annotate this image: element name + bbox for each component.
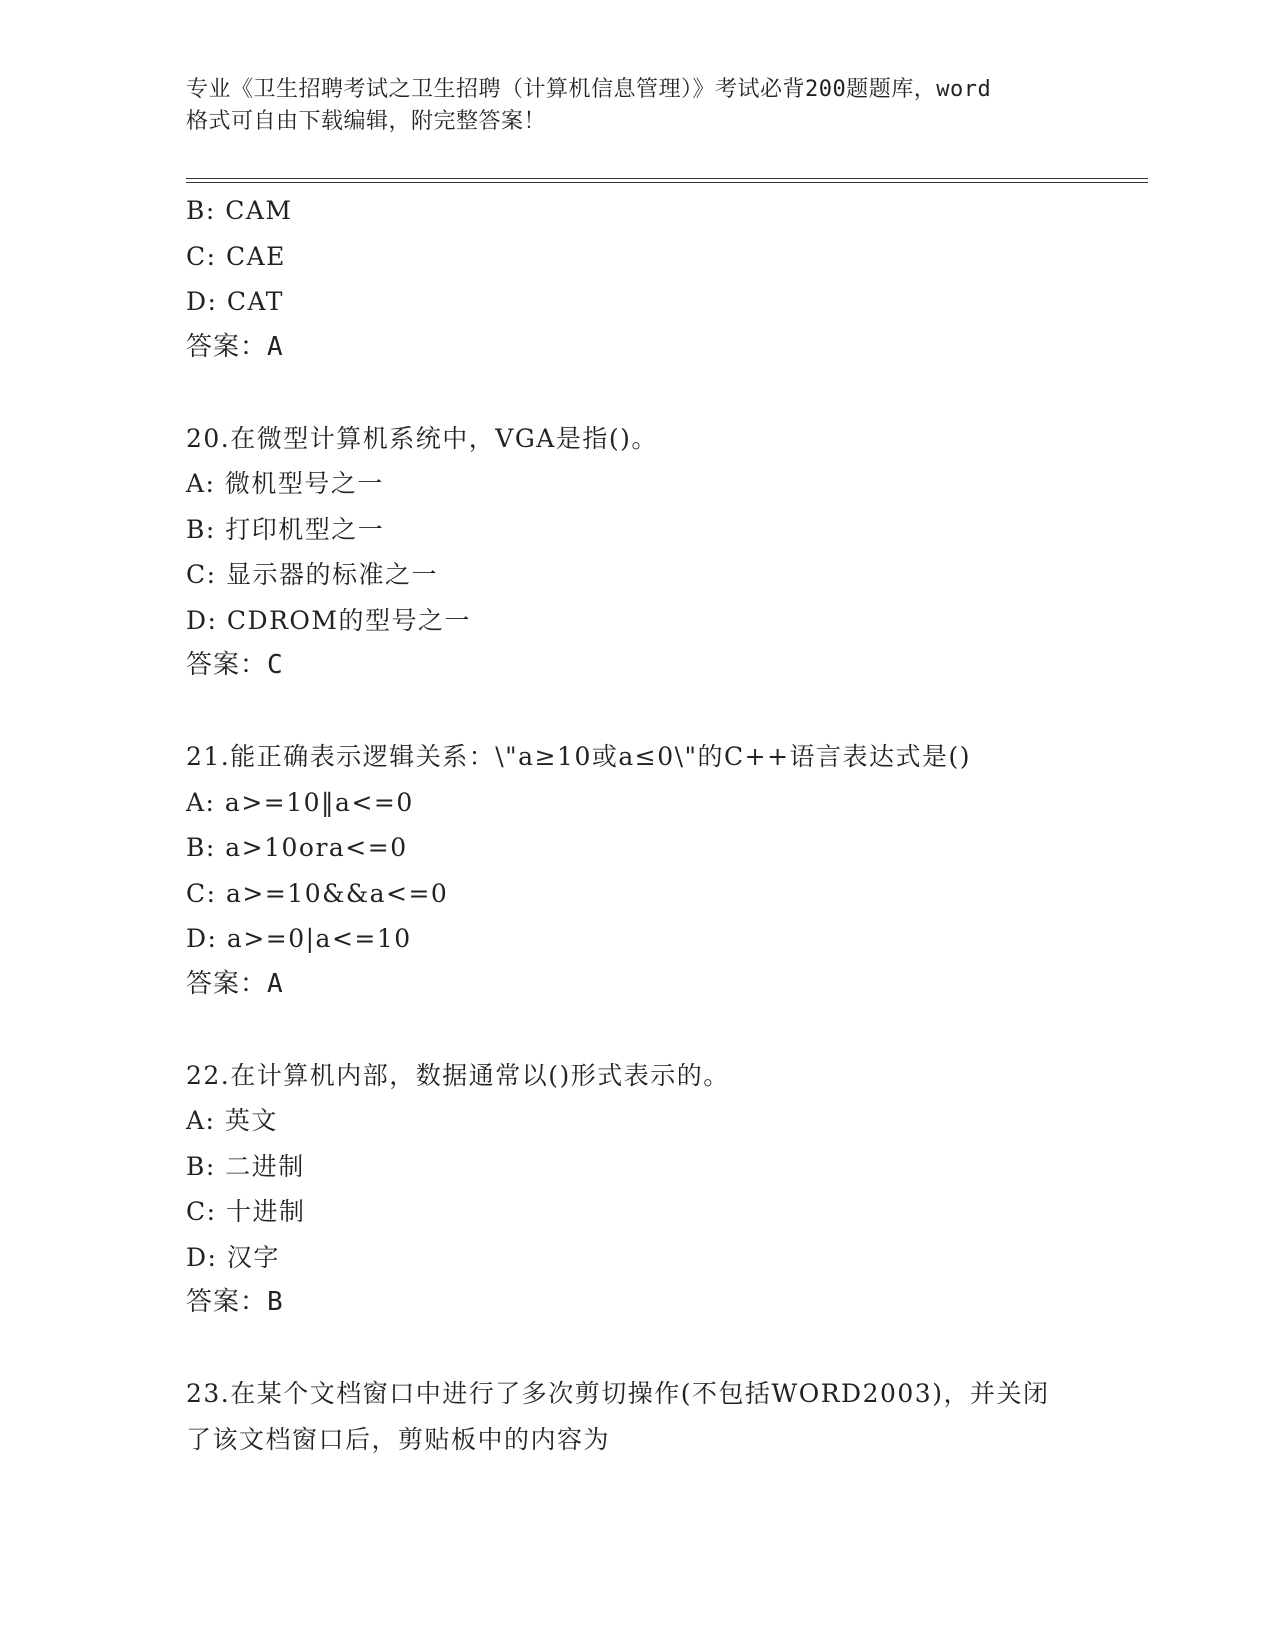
header-title-line-2: 格式可自由下载编辑，附完整答案！ [186, 109, 547, 134]
option-d: D: CAT [186, 287, 284, 316]
option-b: B: 二进制 [186, 1151, 305, 1181]
question-19-continued [186, 188, 1086, 370]
option-b: B: 打印机型之一 [186, 514, 385, 544]
question-22 [186, 1053, 1086, 1326]
question-text-line-1: 23.在某个文档窗口中进行了多次剪切操作(不包括WORD2003)，并关闭 [186, 1379, 1050, 1408]
option-c: C: 十进制 [186, 1197, 306, 1226]
question-content [186, 188, 1086, 1462]
answer-line: 答案：C [186, 650, 284, 680]
page-header [186, 74, 1086, 138]
spacer [186, 689, 1086, 735]
option-a: A: a>=10‖a<=0 [186, 787, 414, 817]
option-a: A: 微机型号之一 [186, 469, 384, 498]
option-d: D: CDROM的型号之一 [186, 605, 472, 635]
answer-line: 答案：B [186, 1287, 284, 1317]
option-d: D: a>=0|a<=10 [186, 924, 412, 953]
header-title-line-1: 专业《卫生招聘考试之卫生招聘（计算机信息管理）》考试必背200题题库，word [186, 77, 992, 102]
option-c: C: 显示器的标准之一 [186, 560, 438, 589]
question-text: 20.在微型计算机系统中，VGA是指()。 [186, 423, 658, 453]
option-c: C: CAE [186, 241, 286, 271]
header-divider [186, 178, 1148, 183]
question-text: 21.能正确表示逻辑关系：\"a≥10或a≤0\"的C++语言表达式是() [186, 742, 972, 771]
question-20 [186, 416, 1086, 689]
question-23 [186, 1371, 1086, 1462]
option-b: B: a>10ora<=0 [186, 833, 408, 862]
spacer [186, 1007, 1086, 1053]
option-b: B: CAM [186, 196, 293, 225]
answer-line: 答案：A [186, 968, 284, 999]
spacer [186, 1326, 1086, 1372]
spacer [186, 370, 1086, 416]
answer-line: 答案：A [186, 331, 284, 362]
option-d: D: 汉字 [186, 1242, 280, 1272]
option-a: A: 英文 [186, 1106, 278, 1135]
option-c: C: a>=10&&a<=0 [186, 878, 449, 908]
question-text: 22.在计算机内部，数据通常以()形式表示的。 [186, 1060, 730, 1090]
question-text-line-2: 了该文档窗口后，剪贴板中的内容为 [186, 1424, 611, 1454]
question-21 [186, 734, 1086, 1007]
